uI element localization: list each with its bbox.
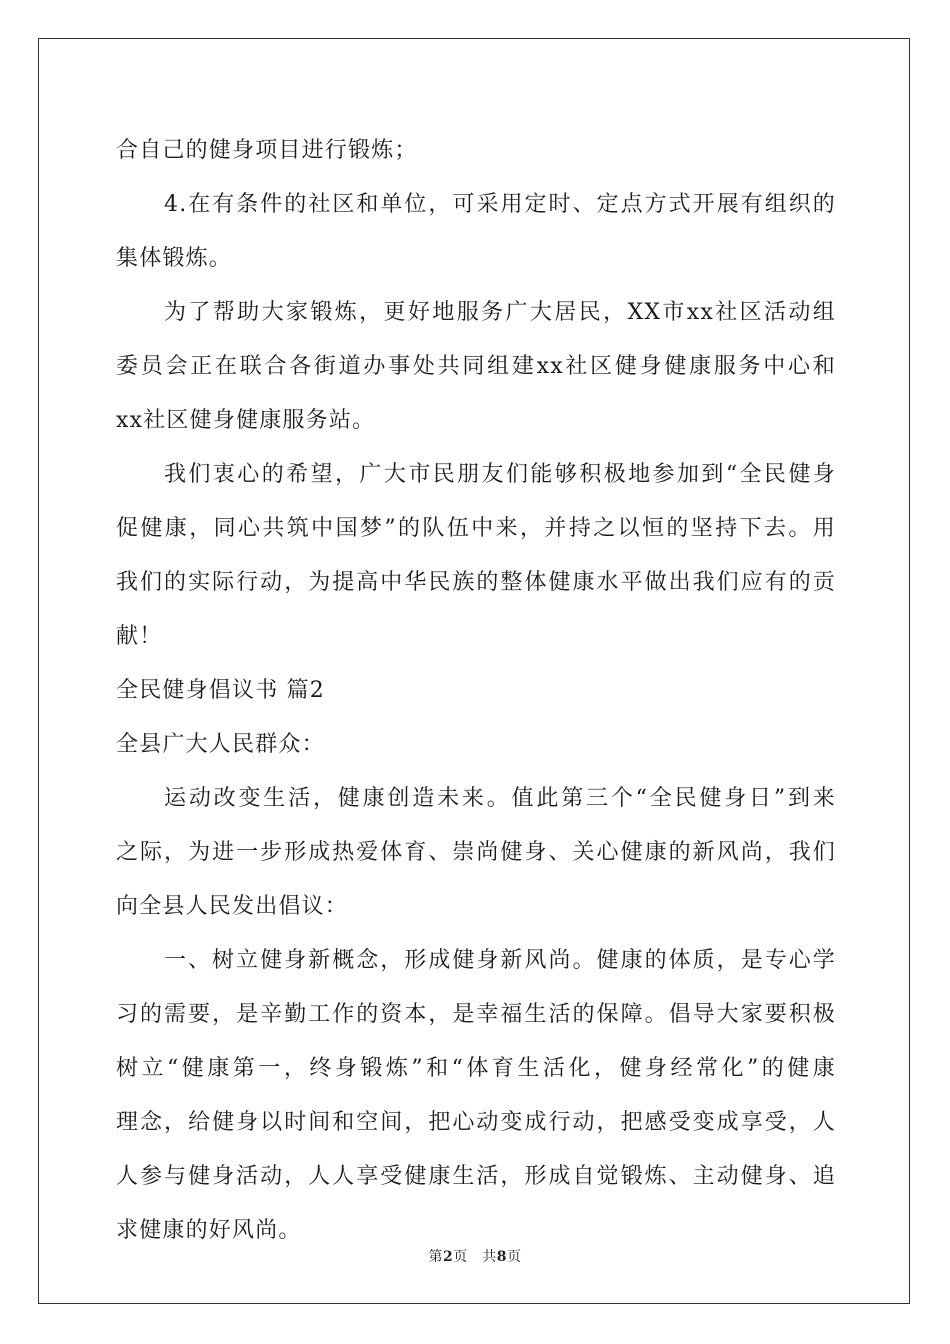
page-number-mid: 页 共 — [453, 1249, 497, 1265]
page-number-suffix: 页 — [507, 1249, 522, 1265]
page-number-prefix: 第 — [428, 1249, 443, 1265]
salutation: 全县广大人民群众： — [116, 732, 325, 757]
paragraph-line: xx社区健身健康服务站。 — [116, 408, 376, 433]
paragraph-line: 合自己的健身项目进行锻炼； — [116, 138, 418, 163]
paragraph-line: 4.在有条件的社区和单位，可采用定时、定点方式开展有组织的 — [164, 192, 836, 217]
page-footer — [0, 1246, 950, 1266]
paragraph-line: 人参与健身活动，人人享受健康生活，形成自觉锻炼、主动健身、追 — [116, 1164, 836, 1189]
paragraph-line: 为了帮助大家锻炼，更好地服务广大居民，XX市xx社区活动组 — [164, 300, 836, 325]
paragraph-line: 一、树立健身新概念，形成健身新风尚。健康的体质，是专心学 — [164, 948, 836, 973]
paragraph-line: 委员会正在联合各街道办事处共同组建xx社区健身健康服务中心和 — [116, 354, 836, 379]
document-body — [116, 124, 836, 1258]
paragraph-line: 习的需要，是辛勤工作的资本，是幸福生活的保障。倡导大家要积极 — [116, 1002, 836, 1027]
paragraph-line: 之际，为进一步形成热爱体育、崇尚健身、关心健康的新风尚，我们 — [116, 840, 836, 865]
paragraph-line: 集体锻炼。 — [116, 246, 233, 271]
paragraph-line: 我们的实际行动，为提高中华民族的整体健康水平做出我们应有的贡 — [116, 570, 836, 595]
current-page-number: 2 — [443, 1249, 454, 1265]
total-page-count: 8 — [496, 1249, 507, 1265]
paragraph-line: 树立“健康第一，终身锻炼”和“体育生活化，健身经常化”的健康 — [116, 1056, 836, 1081]
paragraph-line: 运动改变生活，健康创造未来。值此第三个“全民健身日”到来 — [164, 786, 836, 811]
section-heading: 全民健身倡议书 篇2 — [116, 678, 325, 703]
paragraph-line: 向全县人民发出倡议： — [116, 894, 349, 919]
paragraph-line: 理念，给健身以时间和空间，把心动变成行动，把感受变成享受，人 — [116, 1110, 836, 1135]
paragraph-line: 我们衷心的希望，广大市民朋友们能够积极地参加到“全民健身 — [164, 462, 836, 487]
paragraph-line: 促健康，同心共筑中国梦”的队伍中来，并持之以恒的坚持下去。用 — [116, 516, 836, 541]
paragraph-line: 求健康的好风尚。 — [116, 1218, 302, 1243]
paragraph-line: 献！ — [116, 624, 163, 649]
